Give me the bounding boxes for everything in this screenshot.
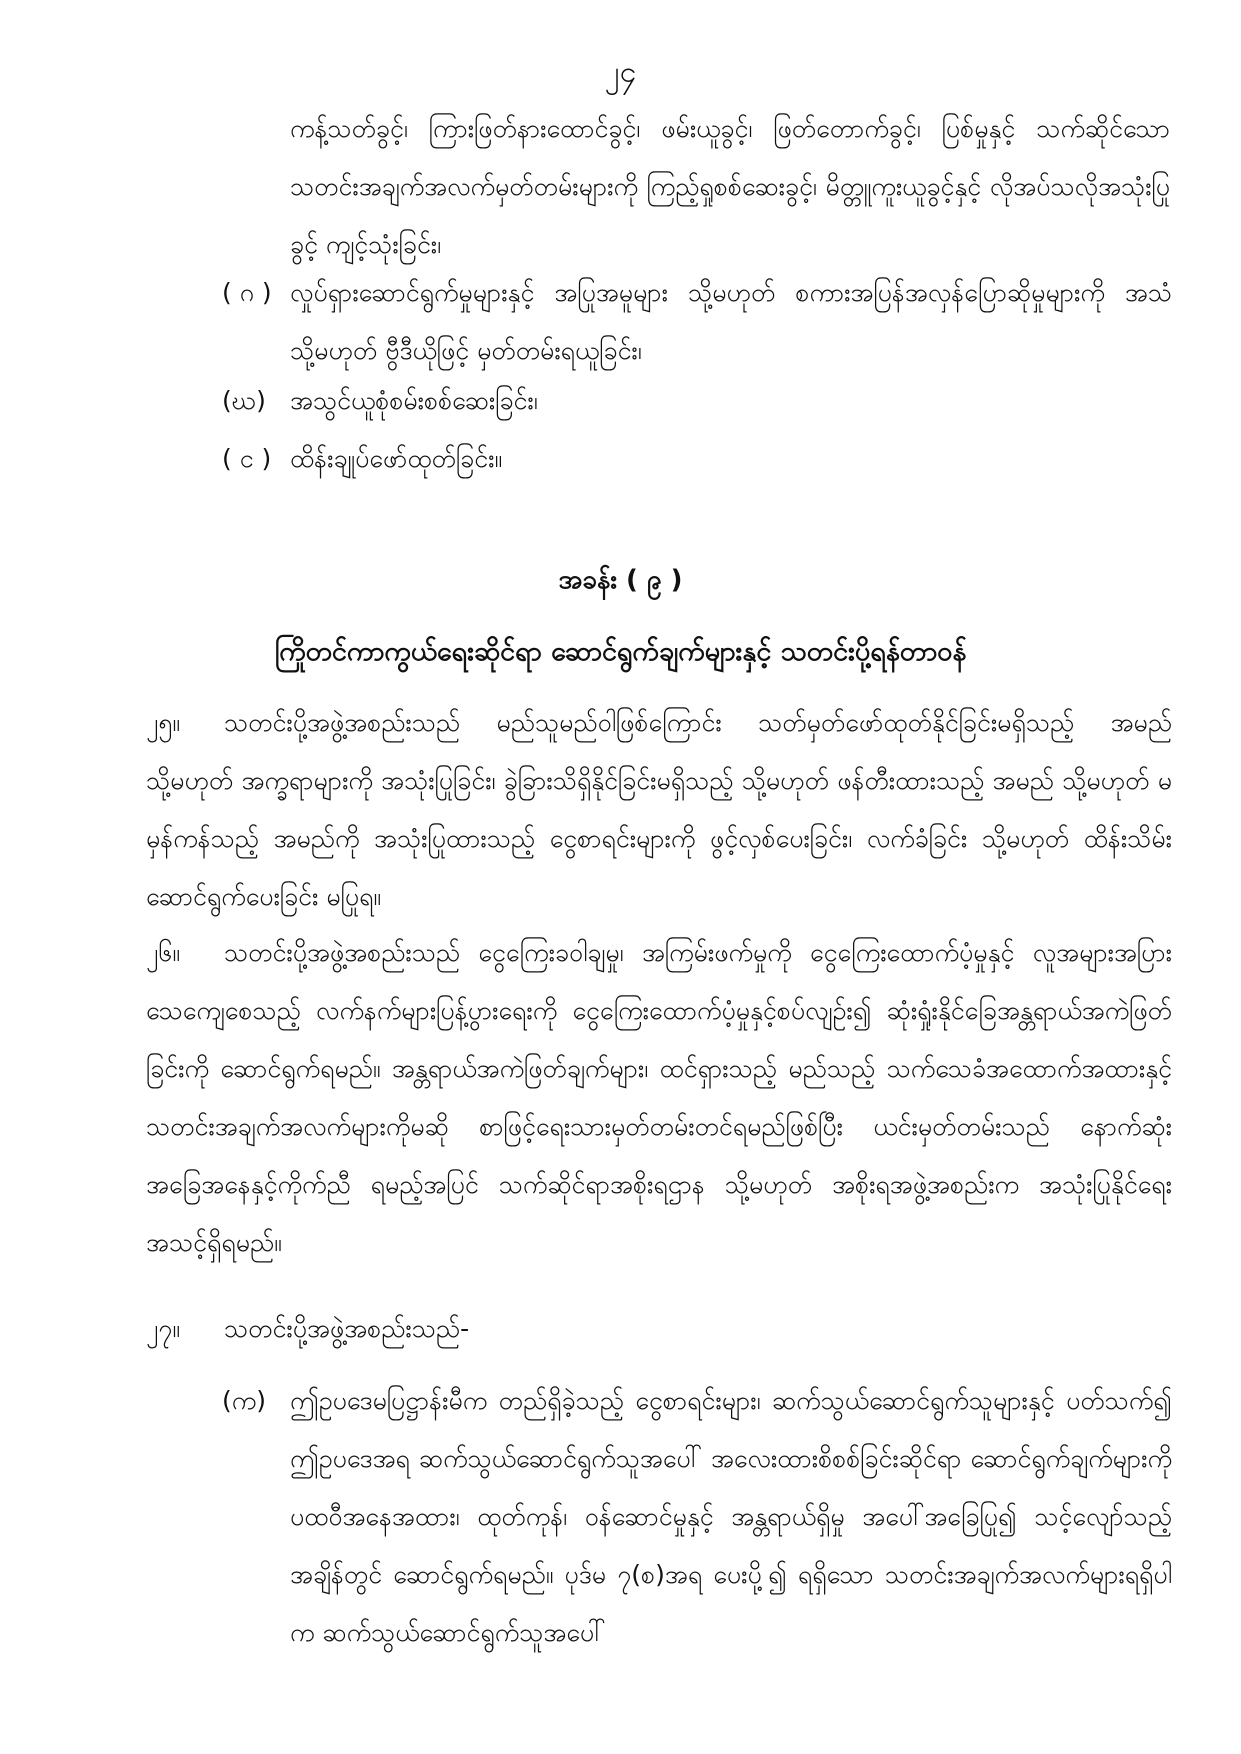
page-number: ၂၄ — [604, 55, 637, 90]
list-item-text: အသွင်ယူစုံစမ်းစစ်ဆေးခြင်း၊ — [290, 386, 538, 415]
section-text: သတင်းပို့အဖွဲ့အစည်းသည် မည်သူမည်ဝါဖြစ်ကြောင်း သတ်မှတ်ဖော်ထုတ်နိုင်ခြင်းမရှိသည့် အမည် သို့မဟုတ် အက္ခရာများကို အသုံးပြုခြင်း၊ ခွဲခြားသိရှိနိုင်ခြင်းမရှိသည့် သို့မဟုတ် ဖန်တီးထားသည့် အမည် သို့မဟုတ် မမှန်ကန်သည့် အမည်ကို အသုံးပြုထားသည့် ငွေစာရင်းများကို ဖွင့်လှစ်ပေးခြင်း၊ လက်ခံခြင်း သို့မဟုတ် ထိန်းသိမ်းဆောင်ရွက်ပေးခြင်း မပြုရ။ — [146, 708, 1172, 911]
list-item-label: ( ဂ ) — [222, 278, 272, 307]
list-item-ga — [222, 264, 1172, 380]
list-item-ka — [222, 1372, 1172, 1662]
list-item-label: ( င ) — [222, 444, 272, 473]
list-item-nga — [222, 430, 1172, 488]
chapter-label: အခန်း ( ၉ ) — [558, 565, 683, 595]
list-item-label: (ဃ) — [222, 386, 266, 415]
section-25 — [146, 694, 1172, 926]
section-number: ၂၆။ — [146, 938, 180, 967]
list-item-gha — [222, 372, 1172, 430]
chapter-title: ကြိုတင်ကာကွယ်ရေးဆိုင်ရာ ဆောင်ရွက်ချက်များနှင့် သတင်းပို့ရန်တာဝန် — [274, 636, 967, 667]
continuation-paragraph: ကန့်သတ်ခွင့်၊ ကြားဖြတ်နားထောင်ခွင့်၊ ဖမ်းယူခွင့်၊ ဖြတ်တောက်ခွင့်၊ ပြစ်မှုနှင့် သက်ဆိုင်သော သတင်းအချက်အလက်မှတ်တမ်းများကို ကြည့်ရှုစစ်ဆေးခွင့်၊ မိတ္တူကူးယူခွင့်နှင့် လိုအပ်သလိုအသုံးပြုခွင့် ကျင့်သုံးခြင်း၊ — [290, 114, 1170, 259]
list-item-text: လှုပ်ရှားဆောင်ရွက်မှုများနှင့် အပြုအမူများ သို့မဟုတ် စကားအပြန်အလှန်ပြောဆိုမှုများကို အသံ သို့မဟုတ် ဗွီဒီယိုဖြင့် မှတ်တမ်းရယူခြင်း၊ — [290, 278, 1172, 365]
list-item-text: ထိန်းချုပ်ဖော်ထုတ်ခြင်း။ — [290, 444, 503, 473]
section-26 — [146, 924, 1172, 1272]
list-item-label: (က) — [222, 1386, 266, 1415]
section-text: သတင်းပို့အဖွဲ့အစည်းသည် ငွေကြေးခဝါချမှု၊ အကြမ်းဖက်မှုကို ငွေကြေးထောက်ပံ့မှုနှင့် လူအများအပြားသေကျေစေသည့် လက်နက်များပြန့်ပွားရေးကို ငွေကြေးထောက်ပံ့မှုနှင့်စပ်လျဉ်း၍ ဆုံးရှုံးနိုင်ခြေအန္တရာယ်အကဲဖြတ်ခြင်းကို ဆောင်ရွက်ရမည်။ အန္တရာယ်အကဲဖြတ်ချက်များ၊ ထင်ရှားသည့် မည်သည့် သက်သေခံအထောက်အထားနှင့် သတင်းအချက်အလက်များကိုမဆို စာဖြင့်ရေးသားမှတ်တမ်းတင်ရမည်ဖြစ်ပြီး ယင်းမှတ်တမ်းသည် နောက်ဆုံးအခြေအနေနှင့်ကိုက်ညီ ရမည့်အပြင် သက်ဆိုင်ရာအစိုးရဌာန သို့မဟုတ် အစိုးရအဖွဲ့အစည်းက အသုံးပြုနိုင်ရေး အသင့်ရှိရမည်။ — [146, 938, 1172, 1257]
list-item-text: ဤဥပဒေမပြဋ္ဌာန်းမီက တည်ရှိခဲ့သည့် ငွေစာရင်းများ၊ ဆက်သွယ်ဆောင်ရွက်သူများနှင့် ပတ်သက်၍ ဤဥပဒေအရ ဆက်သွယ်ဆောင်ရွက်သူအပေါ် အလေးထားစိစစ်ခြင်းဆိုင်ရာ ဆောင်ရွက်ချက်များကို ပထဝီအနေအထား၊ ထုတ်ကုန်၊ ဝန်ဆောင်မှုနှင့် အန္တရာယ်ရှိမှု အပေါ်အခြေပြု၍ သင့်လျော်သည့်အချိန်တွင် ဆောင်ရွက်ရမည်။ ပုဒ်မ ၇(စ)အရ ပေးပို့၍ ရရှိသော သတင်းအချက်အလက်များရရှိပါက ဆက်သွယ်ဆောင်ရွက်သူအပေါ် — [290, 1386, 1172, 1647]
section-number: ၂၅။ — [146, 708, 180, 737]
section-number: ၂၇။ — [146, 1314, 180, 1343]
section-text: သတင်းပို့အဖွဲ့အစည်းသည်- — [224, 1314, 470, 1343]
section-27 — [146, 1300, 1172, 1358]
